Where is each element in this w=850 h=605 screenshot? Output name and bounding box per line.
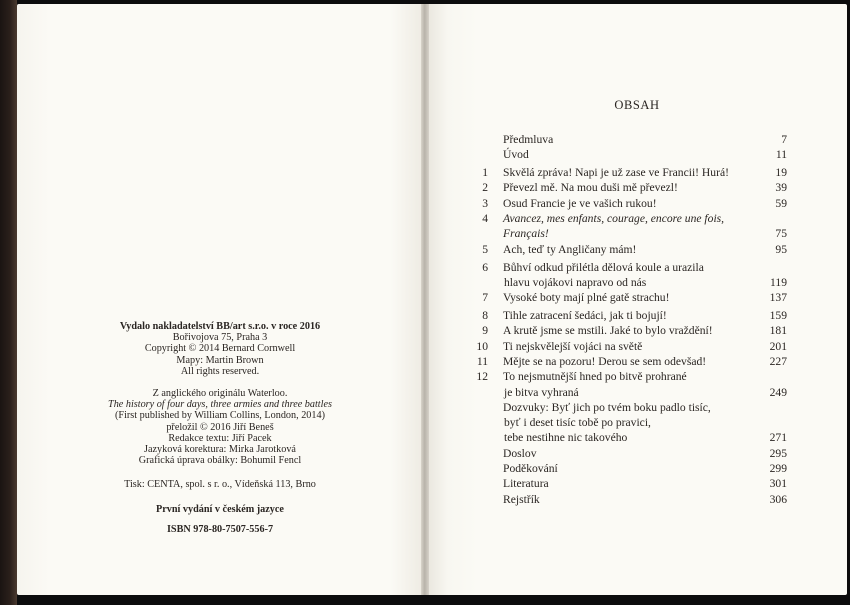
toc-entry <box>470 446 787 461</box>
book-cover-edge <box>0 0 17 605</box>
toc-page-number: 299 <box>769 462 787 476</box>
imprint-editor: Redakce textu: Jiří Pacek <box>168 432 272 444</box>
toc-title-line: Osud Francie je ve vašich rukou! <box>503 196 657 210</box>
toc-chapter-title <box>488 132 743 147</box>
toc-entry <box>470 242 787 257</box>
toc-page-number: 19 <box>775 166 787 180</box>
imprint-isbn: ISBN 978-80-7507-556-7 <box>166 523 274 535</box>
toc-chapter-title <box>488 290 743 305</box>
toc-chapter-title <box>488 211 743 242</box>
imprint-cover-design: Grafická úprava obálky: Bohumil Fencl <box>138 455 302 467</box>
toc-chapter-number <box>470 461 488 476</box>
toc-chapter-title <box>488 165 743 180</box>
toc-page-number: 201 <box>769 339 787 353</box>
imprint-maps: Mapy: Martin Brown <box>176 354 264 366</box>
toc-chapter-title <box>488 147 743 162</box>
toc-chapter-number: 12 <box>476 370 488 384</box>
toc-entry <box>470 165 787 180</box>
toc-chapter-number <box>470 446 488 461</box>
imprint-printer: Tisk: CENTA, spol. s r. o., Vídeňská 113, Brno <box>124 479 316 491</box>
toc-chapter-title <box>488 461 743 476</box>
imprint-first-published: (First published by William Collins, London, 2014) <box>115 410 325 422</box>
imprint-rights: All rights reserved. <box>180 365 260 377</box>
toc-page-number: 119 <box>770 275 787 289</box>
toc-entry <box>470 461 787 476</box>
toc-title-line: Rejstřík <box>503 492 540 506</box>
toc-page-number: 159 <box>769 309 787 323</box>
toc-entry <box>470 492 787 507</box>
imprint-original-subtitle: The history of four days, three armies and three battles <box>108 399 332 411</box>
toc-chapter-number: 8 <box>482 309 488 323</box>
toc-title-line: Dozvuky: Byť jich po tvém boku padlo tisíc, <box>503 400 711 414</box>
toc-entry <box>470 323 787 338</box>
toc-chapter-number: 10 <box>476 339 488 353</box>
toc-title-line: A krutě jsme se mstili. Jaké to bylo vraždění! <box>503 324 713 338</box>
toc-title-line: Bůhví odkud přilétla dělová koule a urazila <box>503 260 704 274</box>
toc-page-number: 95 <box>775 242 787 256</box>
toc-chapter-number: 6 <box>482 260 488 274</box>
toc-page-number: 306 <box>769 492 787 506</box>
toc-chapter-title <box>488 180 743 195</box>
toc-chapter-title <box>488 369 743 400</box>
toc-chapter-number: 1 <box>482 166 488 180</box>
toc-entry <box>470 147 787 162</box>
toc-chapter-number <box>470 132 488 147</box>
toc-title-line: Vysoké boty mají plné gatě strachu! <box>503 291 670 305</box>
toc-chapter-number: 7 <box>482 291 488 305</box>
toc-title-line: Skvělá zpráva! Napi je už zase ve Francii! Hurá! <box>503 166 729 180</box>
toc-entry <box>470 339 787 354</box>
toc-page-number: 59 <box>775 196 787 210</box>
toc-page-number: 271 <box>769 431 787 445</box>
imprint-translator: přeložil © 2016 Jiří Beneš <box>166 421 274 433</box>
toc-title-line: Tihle zatracení šedáci, jak ti bojují! <box>503 309 667 323</box>
toc-title-line: Ach, teď ty Angličany mám! <box>503 242 637 256</box>
toc-chapter-number <box>470 400 488 446</box>
imprint-edition: První vydání v českém jazyce <box>156 503 284 515</box>
toc-chapter-title <box>488 242 743 257</box>
toc-entry <box>470 290 787 305</box>
toc-chapter-number: 2 <box>482 181 488 195</box>
table-of-contents <box>470 132 787 507</box>
toc-entry <box>470 400 787 446</box>
toc-entry <box>470 180 787 195</box>
toc-chapter-number: 11 <box>476 354 488 368</box>
toc-chapter-title <box>488 323 743 338</box>
toc-chapter-number: 3 <box>482 196 488 210</box>
toc-page-number: 75 <box>775 227 787 241</box>
toc-page-number: 227 <box>769 354 787 368</box>
toc-page-number: 301 <box>769 477 787 491</box>
toc-chapter-number: 5 <box>482 242 488 256</box>
toc-page-number: 181 <box>769 324 787 338</box>
toc-title-line: Doslov <box>503 446 537 460</box>
toc-title-line: Ti nejskvělejší vojáci na světě <box>503 339 643 353</box>
imprint-copyright: Copyright © 2014 Bernard Cornwell <box>144 343 296 355</box>
toc-entry <box>470 260 787 291</box>
toc-chapter-title <box>488 476 743 491</box>
toc-entry <box>470 476 787 491</box>
toc-chapter-number <box>470 476 488 491</box>
toc-entry <box>470 354 787 369</box>
toc-chapter-title <box>488 492 743 507</box>
toc-title-line: tebe nestihne nic takového <box>504 431 628 445</box>
toc-chapter-title <box>488 260 743 291</box>
toc-title-line: Poděkování <box>503 462 558 476</box>
toc-page-number: 295 <box>769 446 787 460</box>
imprint-publisher: Vydalo nakladatelství BB/art s.r.o. v roce 2016 <box>119 321 321 332</box>
toc-chapter-number <box>470 147 488 162</box>
toc-entry <box>470 132 787 147</box>
toc-page-number: 137 <box>769 291 787 305</box>
toc-page-number: 11 <box>775 148 787 162</box>
toc-chapter-number <box>470 492 488 507</box>
toc-chapter-number: 4 <box>482 212 488 226</box>
toc-entry <box>470 308 787 323</box>
toc-entry <box>470 196 787 211</box>
toc-title-line: hlavu vojákovi napravo od nás <box>504 275 647 289</box>
toc-chapter-number: 9 <box>482 324 488 338</box>
toc-chapter-title <box>488 196 743 211</box>
imprint-original-title: Z anglického originálu Waterloo. <box>152 388 288 400</box>
toc-title-line: Převezl mě. Na mou duši mě převezl! <box>503 181 678 195</box>
toc-page-number: 39 <box>775 181 787 195</box>
toc-chapter-title <box>488 446 743 461</box>
toc-chapter-title <box>488 308 743 323</box>
toc-title-line: Literatura <box>503 477 549 491</box>
toc-page-number: 7 <box>781 133 787 146</box>
toc-title-line: je bitva vyhraná <box>504 385 579 399</box>
toc-title-line: Úvod <box>503 148 529 162</box>
toc-title-line: Předmluva <box>503 133 554 146</box>
toc-entry <box>470 211 787 242</box>
toc-chapter-title <box>488 400 743 446</box>
toc-chapter-title <box>488 354 743 369</box>
toc-heading: OBSAH <box>614 98 660 112</box>
imprint-address: Bořivojova 75, Praha 3 <box>172 332 268 344</box>
toc-title-line: byť i deset tisíc tobě po pravici, <box>504 416 651 430</box>
toc-title-line: To nejsmutnější hned po bitvě prohrané <box>503 370 687 384</box>
toc-page-number: 249 <box>769 385 787 399</box>
toc-title-line: Mějte se na pozoru! Derou se sem odevšad! <box>503 354 707 368</box>
toc-chapter-title <box>488 339 743 354</box>
imprint <box>17 321 423 535</box>
imprint-proofreader: Jazyková korektura: Mirka Jarotková <box>144 444 296 456</box>
toc-title-line: Avancez, mes enfants, courage, encore une fois, Français! <box>503 212 725 241</box>
toc-entry <box>470 369 787 400</box>
